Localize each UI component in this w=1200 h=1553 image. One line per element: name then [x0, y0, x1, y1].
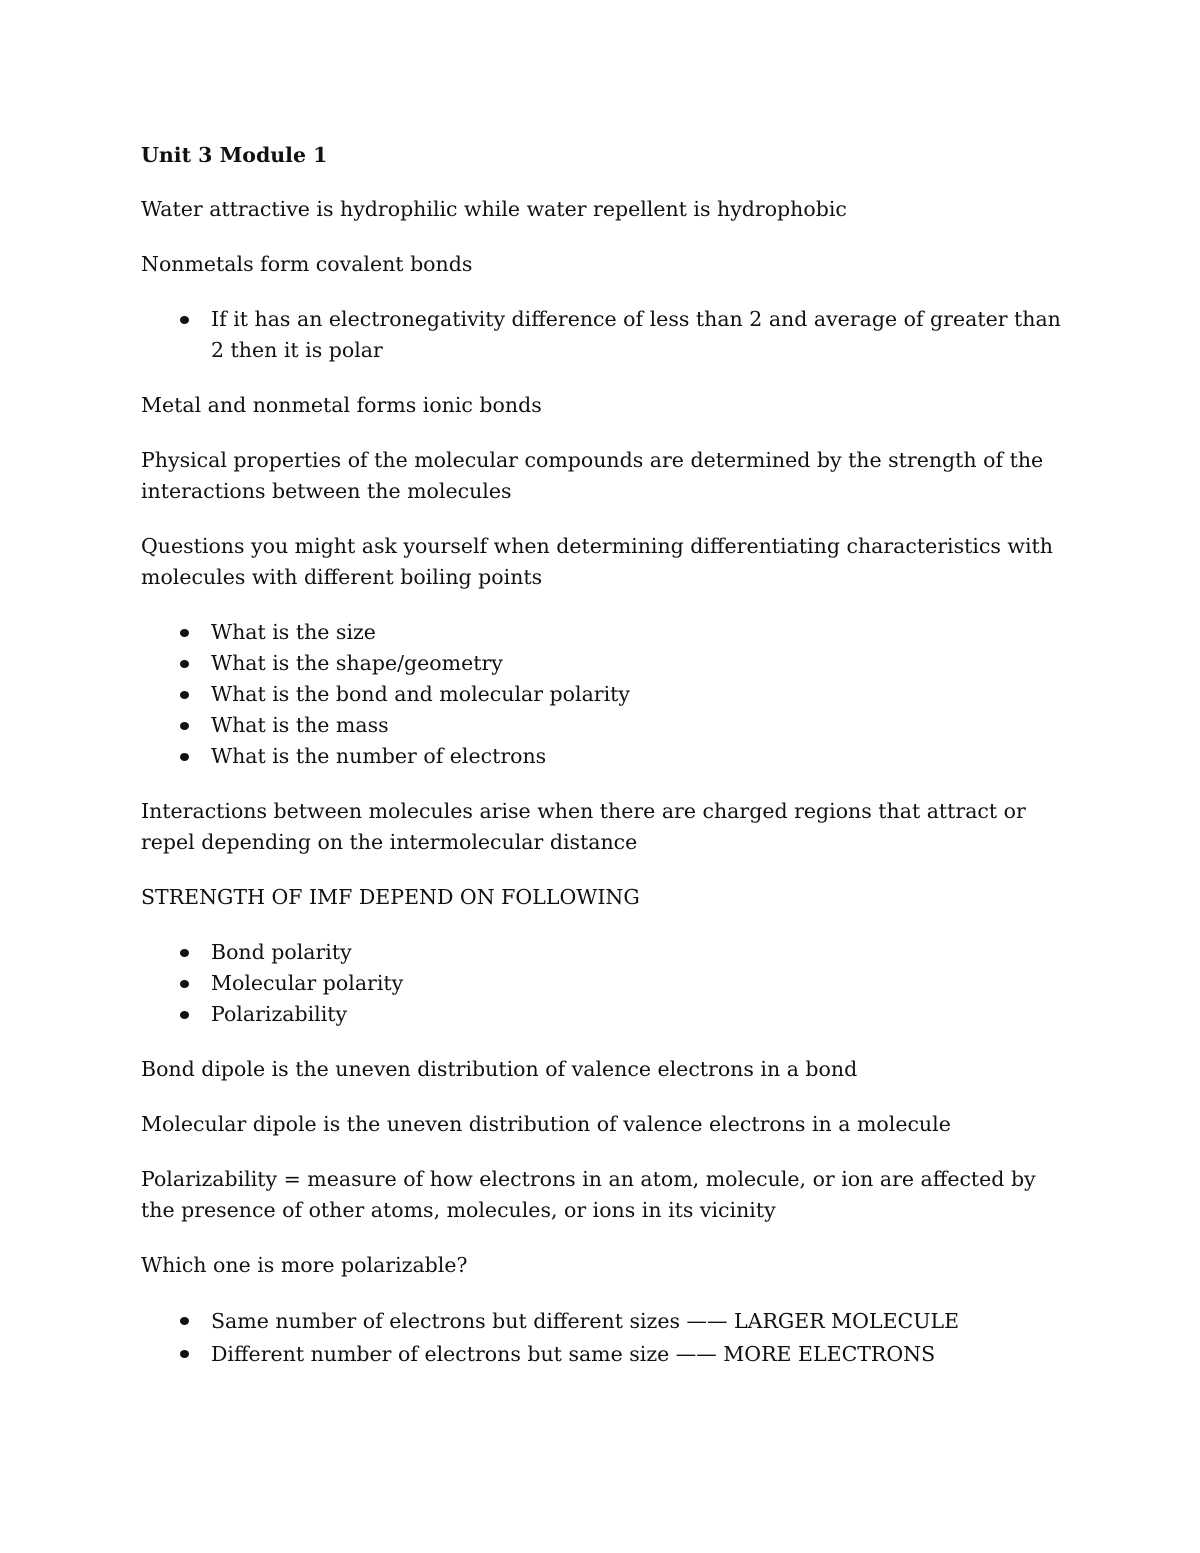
bullet-list-imf [141, 937, 1071, 1030]
paragraph-physical-properties: Physical properties of the molecular compounds are determined by the strength of the interactions between the molecules [141, 448, 1044, 503]
paragraph-ionic: Metal and nonmetal forms ionic bonds [141, 393, 542, 417]
bullet-list-polar [141, 304, 1071, 366]
list-item-text: Same number of electrons but different sizes —— LARGER MOLECULE [211, 1309, 960, 1333]
bullet-icon [180, 316, 189, 324]
list-item [141, 937, 1071, 968]
list-item [141, 648, 1071, 679]
list-item-text: What is the mass [211, 713, 389, 737]
list-item [141, 1338, 1071, 1371]
list-item [141, 999, 1071, 1030]
list-item-text: What is the bond and molecular polarity [211, 682, 630, 706]
paragraph-molecular-dipole: Molecular dipole is the uneven distribution of valence electrons in a molecule [141, 1112, 951, 1136]
list-item-text: Bond polarity [211, 940, 352, 964]
list-item [141, 617, 1071, 648]
paragraph-bond-dipole: Bond dipole is the uneven distribution of valence electrons in a bond [141, 1057, 858, 1081]
bullet-icon [180, 949, 189, 957]
list-item-text: If it has an electronegativity difference of less than 2 and average of greater than 2 then it is polar [211, 307, 1061, 362]
bullet-icon [180, 722, 189, 730]
list-item [141, 968, 1071, 999]
bullet-icon [180, 629, 189, 637]
paragraph-questions: Questions you might ask yourself when determining differentiating characteristics with molecules with different boiling points [141, 534, 1053, 589]
bullet-icon [180, 980, 189, 988]
bullet-icon [180, 660, 189, 668]
list-item [141, 679, 1071, 710]
list-item-text: Different number of electrons but same size —— MORE ELECTRONS [211, 1342, 936, 1366]
list-item [141, 741, 1071, 772]
bullet-list-questions [141, 617, 1071, 772]
bullet-icon [180, 1011, 189, 1019]
bullet-icon [180, 1350, 189, 1358]
list-item-text: What is the shape/geometry [211, 651, 503, 675]
list-item-text: What is the number of electrons [211, 744, 547, 768]
list-item-text: Polarizability [211, 1002, 348, 1026]
paragraph-interactions: Interactions between molecules arise when there are charged regions that attract or repel depending on the intermolecular distance [141, 799, 1026, 854]
paragraph-hydrophilic: Water attractive is hydrophilic while water repellent is hydrophobic [141, 197, 847, 221]
paragraph-polarizability: Polarizability = measure of how electrons in an atom, molecule, or ion are affected by the presence of other atoms, molecules, or ions in its vicinity [141, 1167, 1036, 1222]
list-item-text: Molecular polarity [211, 971, 404, 995]
paragraph-which-one: Which one is more polarizable? [141, 1253, 468, 1277]
bullet-list-polarizable [141, 1305, 1071, 1371]
list-item [141, 304, 1071, 366]
bullet-icon [180, 691, 189, 699]
paragraph-covalent: Nonmetals form covalent bonds [141, 252, 473, 276]
document-title: Unit 3 Module 1 [141, 143, 328, 167]
bullet-icon [180, 1317, 189, 1325]
document-page [141, 140, 1071, 1395]
paragraph-imf-heading: STRENGTH OF IMF DEPEND ON FOLLOWING [141, 885, 640, 909]
list-item [141, 1305, 1071, 1338]
bullet-icon [180, 753, 189, 761]
list-item [141, 710, 1071, 741]
list-item-text: What is the size [211, 620, 376, 644]
